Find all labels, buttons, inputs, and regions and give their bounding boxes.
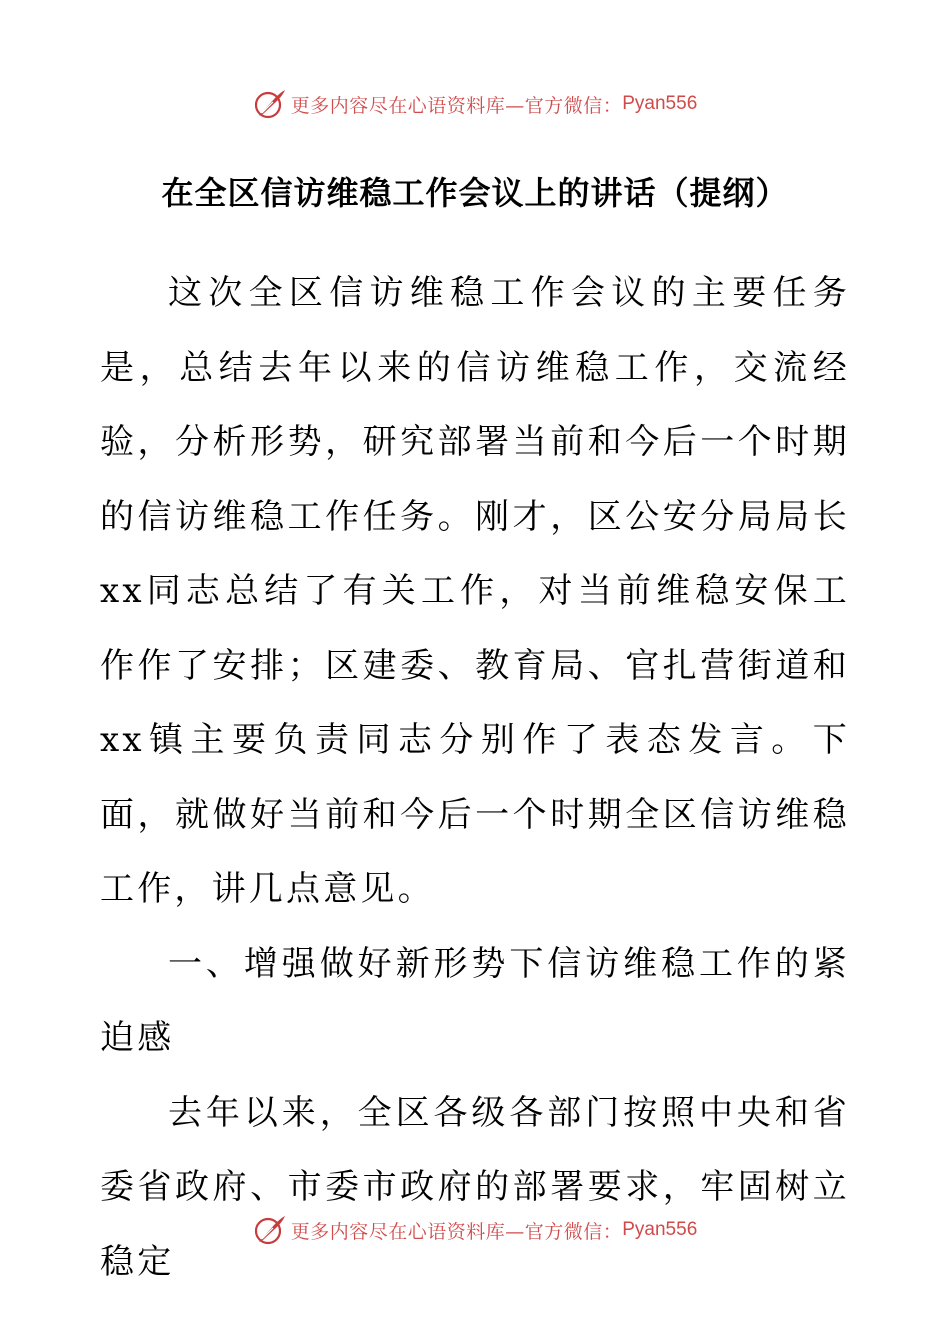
watermark-text: 更多内容尽在心语资料库—官方微信： [290, 1220, 623, 1243]
header-watermark [0, 84, 950, 124]
paragraph-section-1: 去年以来，全区各级各部门按照中央和省委省政府、市委市政府的部署要求，牢固树立稳定 [100, 1092, 850, 1282]
watermark-text: 更多内容尽在心语资料库—官方微信： [290, 94, 623, 117]
section-heading-1: 一、增强做好新形势下信访维稳工作的紧迫感 [100, 943, 850, 1058]
document-body [100, 256, 850, 1299]
quill-circle-icon [253, 1213, 287, 1247]
footer-watermark [0, 1210, 950, 1250]
watermark-wechat-id: Pyan556 [622, 93, 698, 114]
watermark-wechat-id: Pyan556 [622, 1219, 698, 1240]
paragraph-intro: 这次全区信访维稳工作会议的主要任务是，总结去年以来的信访维稳工作，交流经验，分析形势，研究部署当前和今后一个时期的信访维稳工作任务。刚才，区公安分局局长xx同志总结了有关工作，对当前维稳安保工作作了安排；区建委、教育局、官扎营街道和xx镇主要负责同志分别作了表态发言。下面，就做好当前和今后一个时期全区信访维稳工作，讲几点意见。 [100, 273, 850, 909]
document-title: 在全区信访维稳工作会议上的讲话（提纲） [161, 174, 789, 212]
quill-circle-icon [253, 87, 287, 121]
